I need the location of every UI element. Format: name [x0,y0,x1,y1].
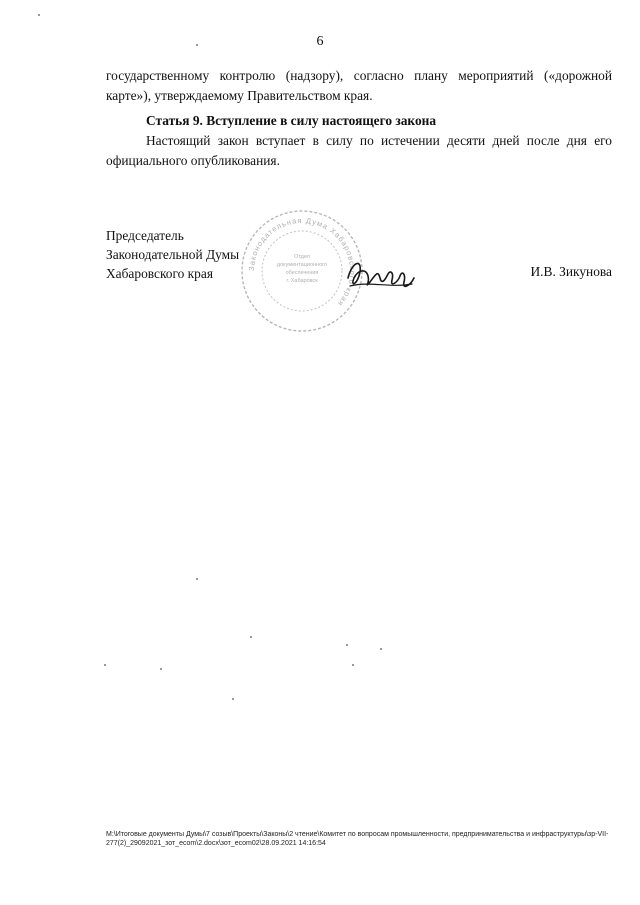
signer-title-line-1: Председатель [106,228,184,243]
handwritten-signature [340,248,420,296]
scan-speck [232,698,234,700]
stamp-center-line: документационного [276,262,328,268]
signer-title-line-3: Хабаровского края [106,266,213,281]
scan-speck [346,644,348,646]
scan-speck [352,664,354,666]
scan-speck [160,668,162,670]
paragraph-continuation: государственному контролю (надзору), согласно плану мероприятий («дорожной карте»), утверждаемому Правительством края. [106,68,612,103]
signer-title-line-2: Законодательной Думы [106,247,240,262]
scan-speck [196,44,198,46]
footer-file-path: M:\Итоговые документы Думы\7 созыв\Проекты\Законы\2 чтение\Комитет по вопросам промышленности, предпринимательства и инфраструктуры\зр-VII-277(2)_29092021_зот_ecom\2.docx\зот_ecom02\28.09.2021 14:16:54 [106,831,609,847]
page-number: 6 [316,34,324,49]
signer-title-block [106,226,239,283]
stamp-center-line: Отдел [294,254,310,260]
scan-speck [250,636,252,638]
article-9-title: Статья 9. Вступление в силу настоящего закона [146,113,437,128]
scan-speck [196,578,198,580]
scan-speck [38,14,40,16]
signer-name: И.В. Зикунова [530,264,612,279]
stamp-center-line: обеспечения [285,270,319,276]
scan-speck [104,664,106,666]
scan-speck [380,648,382,650]
stamp-ring-text: Законодательная Дума Хабаровского края [246,215,358,309]
article-9-text: Настоящий закон вступает в силу по истечении десяти дней после дня его официального опубликования. [106,133,612,168]
stamp-center-line: г. Хабаровск [286,278,318,284]
